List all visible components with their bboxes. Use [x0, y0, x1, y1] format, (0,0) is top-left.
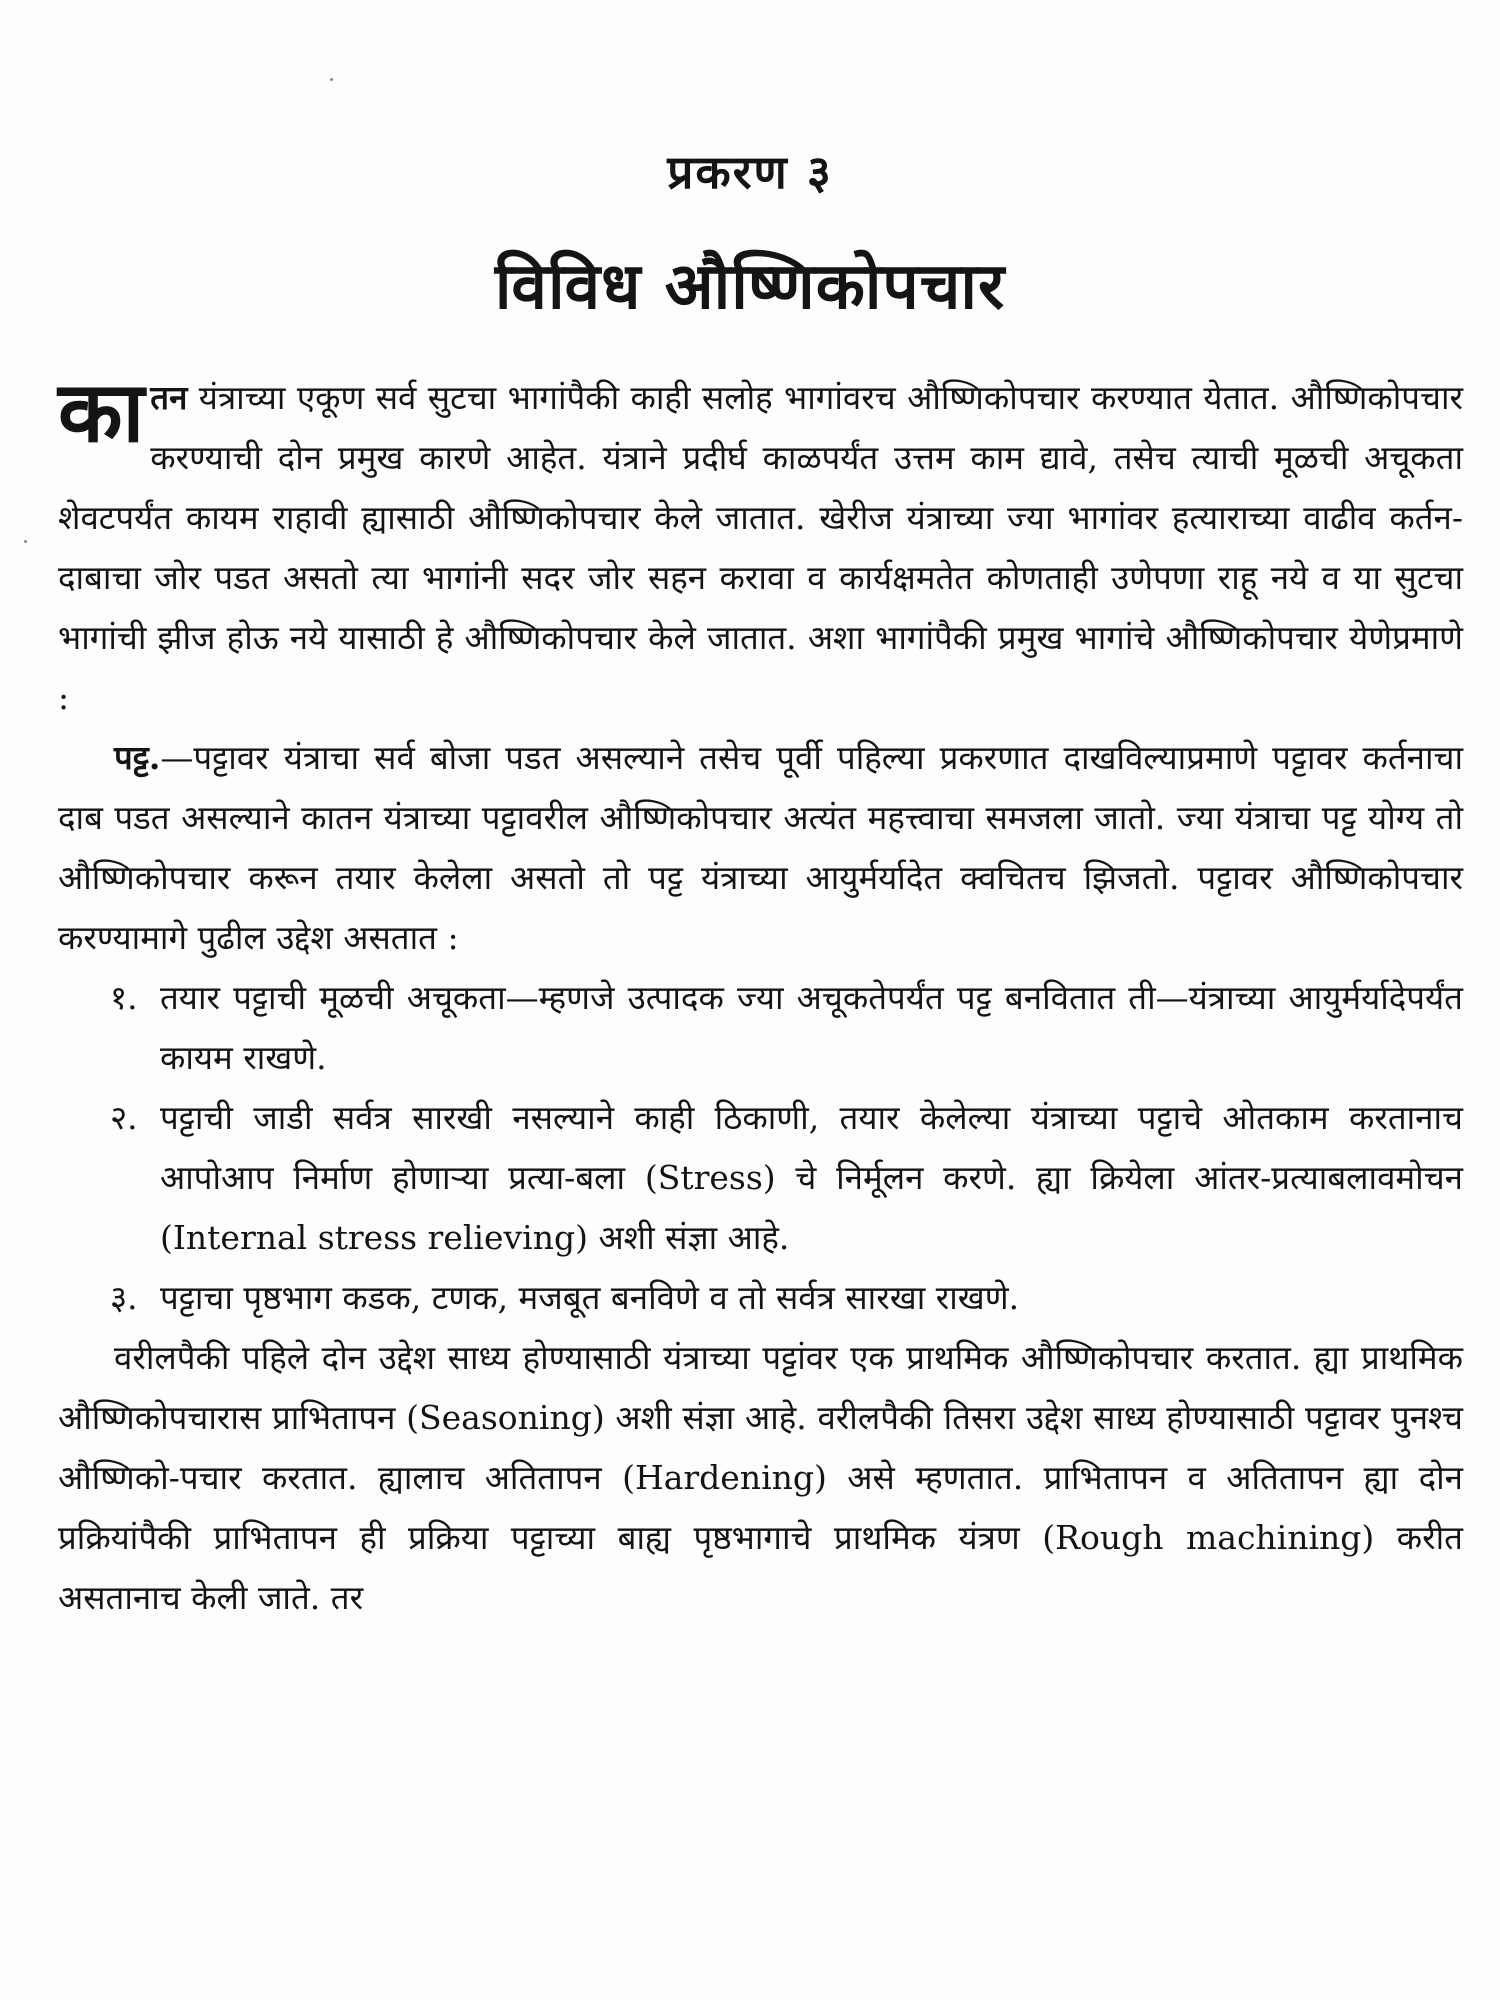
intro-lead-word: तन — [150, 378, 188, 417]
body-text — [58, 362, 1463, 1628]
list-text: पट्टाची जाडी सर्वत्र सारखी नसल्याने काही ठिकाणी, तयार केलेल्या यंत्राच्या पट्टाचे ओतकाम करतानाच आपोआप निर्माण होणाऱ्या प्रत्या-बला (Stress) चे निर्मूलन करणे. ह्या क्रियेला आंतर-प्रत्याबलावमोचन (Internal stress relieving) अशी संज्ञा आहे. — [160, 1098, 1463, 1257]
list-item — [58, 1088, 1463, 1268]
bed-paragraph — [58, 728, 1463, 968]
list-item — [58, 1268, 1463, 1328]
list-number: २. — [110, 1098, 138, 1137]
print-speck — [330, 78, 333, 81]
chapter-number: प्रकरण ३ — [667, 145, 833, 199]
list-text: तयार पट्टाची मूळची अचूकता—म्हणजे उत्पादक ज्या अचूकतेपर्यंत पट्ट बनवितात ती—यंत्राच्या आयुर्मर्यादेपर्यंत कायम राखणे. — [160, 978, 1463, 1077]
intro-paragraph — [58, 362, 1463, 728]
intro-text: यंत्राच्या एकूण सर्व सुटचा भागांपैकी काही सलोह भागांवरच औष्णिकोपचार करण्यात येतात. औष्णिकोपचार करण्याची दोन प्रमुख कारणे आहेत. यंत्राने प्रदीर्घ काळपर्यंत उत्तम काम द्यावे, तसेच त्याची मूळची अचूकता शेवटपर्यंत कायम राहावी ह्यासाठी औष्णिकोपचार केले जातात. खेरीज यंत्राच्या ज्या भागांवर हत्याराच्या वाढीव कर्तन-दाबाचा जोर पडत असतो त्या भागांनी सदर जोर सहन करावा व कार्यक्षमतेत कोणताही उणेपणा राहू नये व या सुटचा भागांची झीज होऊ नये यासाठी हे औष्णिकोपचार केले जातात. अशा भागांपैकी प्रमुख भागांचे औष्णिकोपचार येणेप्रमाणे : — [58, 378, 1463, 717]
list-text: पट्टाचा पृष्ठभाग कडक, टणक, मजबूत बनविणे व तो सर्वत्र सारखा राखणे. — [160, 1278, 1020, 1317]
closing-paragraph — [58, 1328, 1463, 1628]
closing-text: वरीलपैकी पहिले दोन उद्देश साध्य होण्यासाठी यंत्राच्या पट्टांवर एक प्राथमिक औष्णिकोपचार करतात. ह्या प्राथमिक औष्णिकोपचारास प्राभितापन (Seasoning) अशी संज्ञा आहे. वरीलपैकी तिसरा उद्देश साध्य होण्यासाठी पट्टावर पुनश्च औष्णिको-पचार करतात. ह्यालाच अतितापन (Hardening) असे म्हणतात. प्राभितापन व अतितापन ह्या दोन प्रक्रियांपैकी प्राभितापन ही प्रक्रिया पट्टाच्या बाह्य पृष्ठभागाचे प्राथमिक यंत्रण (Rough machining) करीत असतानाच केली जाते. तर — [58, 1338, 1463, 1617]
bed-text: —पट्टावर यंत्राचा सर्व बोजा पडत असल्याने तसेच पूर्वी पहिल्या प्रकरणात दाखविल्याप्रमाणे पट्टावर कर्तनाचा दाब पडत असल्याने कातन यंत्राच्या पट्टावरील औष्णिकोपचार अत्यंत महत्त्वाचा समजला जातो. ज्या यंत्राचा पट्ट योग्य तो औष्णिकोपचार करून तयार केलेला असतो तो पट्ट यंत्राच्या आयुर्मर्यादेत क्वचितच झिजतो. पट्टावर औष्णिकोपचार करण्यामागे पुढील उद्देश असतात : — [58, 738, 1463, 957]
list-number: १. — [110, 978, 138, 1017]
drop-cap: का — [58, 362, 145, 461]
list-item — [58, 968, 1463, 1088]
bed-lead-word: पट्ट. — [114, 738, 161, 777]
list-number: ३. — [110, 1278, 138, 1317]
chapter-title: विविध औष्णिकोपचार — [494, 249, 1006, 324]
print-speck — [24, 540, 27, 543]
